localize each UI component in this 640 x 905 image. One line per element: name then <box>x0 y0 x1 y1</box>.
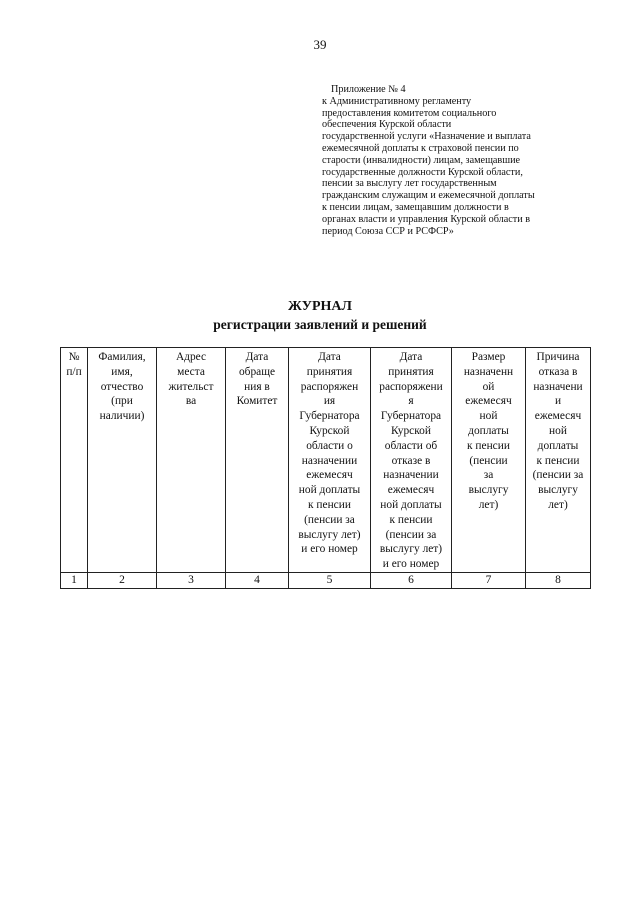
appendix-line: пенсии за выслугу лет государственным <box>322 178 497 190</box>
column-header-line: и <box>554 395 562 408</box>
column-header-line: Дата <box>245 351 269 363</box>
column-header-line: и его номер <box>382 558 440 571</box>
journal-table <box>60 347 591 589</box>
column-header-line: выслугу <box>468 484 509 497</box>
journal-header-row <box>61 348 591 573</box>
column-header-line: к пенсии <box>536 454 580 467</box>
column-header-line: ной доплаты <box>298 484 361 497</box>
journal-title: ЖУРНАЛ <box>288 299 352 314</box>
column-header-line: ежемесяч <box>387 484 435 497</box>
column-header-line: назначении <box>301 454 358 467</box>
column-header-line: ия <box>323 395 336 408</box>
column-header <box>226 348 289 573</box>
column-header-line: к пенсии <box>467 439 510 452</box>
appendix-line: органах власти и управления Курской области в <box>322 213 531 225</box>
column-header <box>61 348 88 573</box>
column-header-line: ной <box>549 424 567 437</box>
column-number-cell: 5 <box>289 572 371 588</box>
column-header-line: Адрес <box>175 351 207 363</box>
appendix-line: ежемесячной доплаты к страховой пенсии по <box>322 142 519 154</box>
column-header-line: назначени <box>533 380 583 393</box>
column-header-line: за <box>483 469 494 482</box>
column-header-line: Размер <box>471 351 506 363</box>
column-number-cell: 8 <box>526 572 591 588</box>
column-header <box>371 348 452 573</box>
column-header-line: к пенсии <box>308 498 351 511</box>
column-number-cell: 3 <box>157 572 226 588</box>
column-header-line: ва <box>185 395 197 408</box>
column-header-line: области об <box>384 439 438 452</box>
column-number-cell: 6 <box>371 572 452 588</box>
column-number-cell: 2 <box>88 572 157 588</box>
column-header-line: ежемесяч <box>306 469 353 482</box>
column-header-line: выслугу лет) <box>298 528 361 541</box>
column-number-cell: 7 <box>452 572 526 588</box>
column-header-line: распоряжен <box>300 380 359 393</box>
column-header-line: № <box>68 351 80 363</box>
column-header-line: к пенсии <box>389 513 433 526</box>
column-header-line: Причина <box>536 351 580 363</box>
column-header <box>526 348 591 573</box>
column-header-line: области о <box>306 439 353 452</box>
column-header-line: Губернатора <box>380 410 442 423</box>
column-header-line: ой <box>482 380 495 393</box>
appendix-line: период Союза ССР и РСФСР» <box>322 225 454 237</box>
column-header-line: Комитет <box>236 395 278 408</box>
column-header-line: Дата <box>318 351 341 363</box>
appendix-line: государственные должности Курской области, <box>322 166 523 178</box>
column-header <box>452 348 526 573</box>
appendix-line: обеспечения Курской области <box>322 119 452 131</box>
column-header-line: отчество <box>100 380 144 393</box>
column-header-line: (пенсии <box>469 454 508 467</box>
appendix-line: предоставления комитетом социального <box>322 107 497 119</box>
column-header-line: и его номер <box>301 543 358 556</box>
appendix-line: к Административному регламенту <box>322 95 472 107</box>
column-header-line: доплаты <box>537 439 579 452</box>
appendix-line: Приложение № 4 <box>331 84 406 95</box>
page-number: 39 <box>313 37 327 52</box>
column-header-line: ния в <box>244 380 270 393</box>
column-header-line: лет) <box>478 498 499 511</box>
appendix-line: к пенсии лицам, замещавшим должности в <box>322 201 509 213</box>
column-header-line: имя, <box>111 365 133 378</box>
column-header-line: (пенсии за <box>304 513 355 526</box>
column-header-line: ежемесяч <box>534 410 582 423</box>
column-header-line: обраще <box>238 365 276 378</box>
column-header-line: ежемесяч <box>465 395 512 408</box>
column-header-line: Курской <box>309 424 350 437</box>
column-header-line: места <box>177 365 205 378</box>
column-header-line: (при <box>111 395 133 408</box>
column-header-line: Дата <box>399 351 423 363</box>
column-header-line: назначенн <box>463 365 514 378</box>
column-header-line: лет) <box>548 498 568 511</box>
journal-column-numbers-row <box>61 572 591 588</box>
appendix-line: государственной услуги «Назначение и выплата <box>322 131 531 143</box>
column-header-line: Губернатора <box>299 410 360 423</box>
column-header-line: выслугу <box>538 484 578 497</box>
column-header-line: я <box>408 395 414 408</box>
column-number-cell: 4 <box>226 572 289 588</box>
column-header-line: (пенсии за <box>532 469 584 482</box>
column-header <box>157 348 226 573</box>
column-header-line: принятия <box>388 365 434 378</box>
appendix-line: гражданским служащим и ежемесячной доплаты <box>322 190 535 202</box>
column-header <box>289 348 371 573</box>
column-header-line: ной доплаты <box>380 498 442 511</box>
column-header-line: отказе в <box>391 454 431 467</box>
column-header-line: распоряжени <box>379 380 443 393</box>
journal-subtitle: регистрации заявлений и решений <box>213 317 427 332</box>
column-header <box>88 348 157 573</box>
appendix-line: старости (инвалидности) лицам, замещавшие <box>322 154 521 166</box>
column-header-line: п/п <box>66 365 82 378</box>
column-header-line: назначении <box>383 469 439 482</box>
column-header-line: отказа в <box>538 365 578 378</box>
appendix-block <box>322 84 622 237</box>
column-header-line: доплаты <box>468 424 509 437</box>
column-header-line: Курской <box>391 424 431 437</box>
column-header-line: выслугу лет) <box>379 543 443 556</box>
column-header-line: наличии) <box>99 410 145 423</box>
column-header-line: принятия <box>306 365 353 378</box>
column-header-line: Фамилия, <box>98 351 146 363</box>
column-header-line: (пенсии за <box>385 528 437 541</box>
column-header-line: жительст <box>168 380 214 393</box>
column-header-line: ной <box>479 410 498 423</box>
column-number-cell: 1 <box>61 572 88 588</box>
